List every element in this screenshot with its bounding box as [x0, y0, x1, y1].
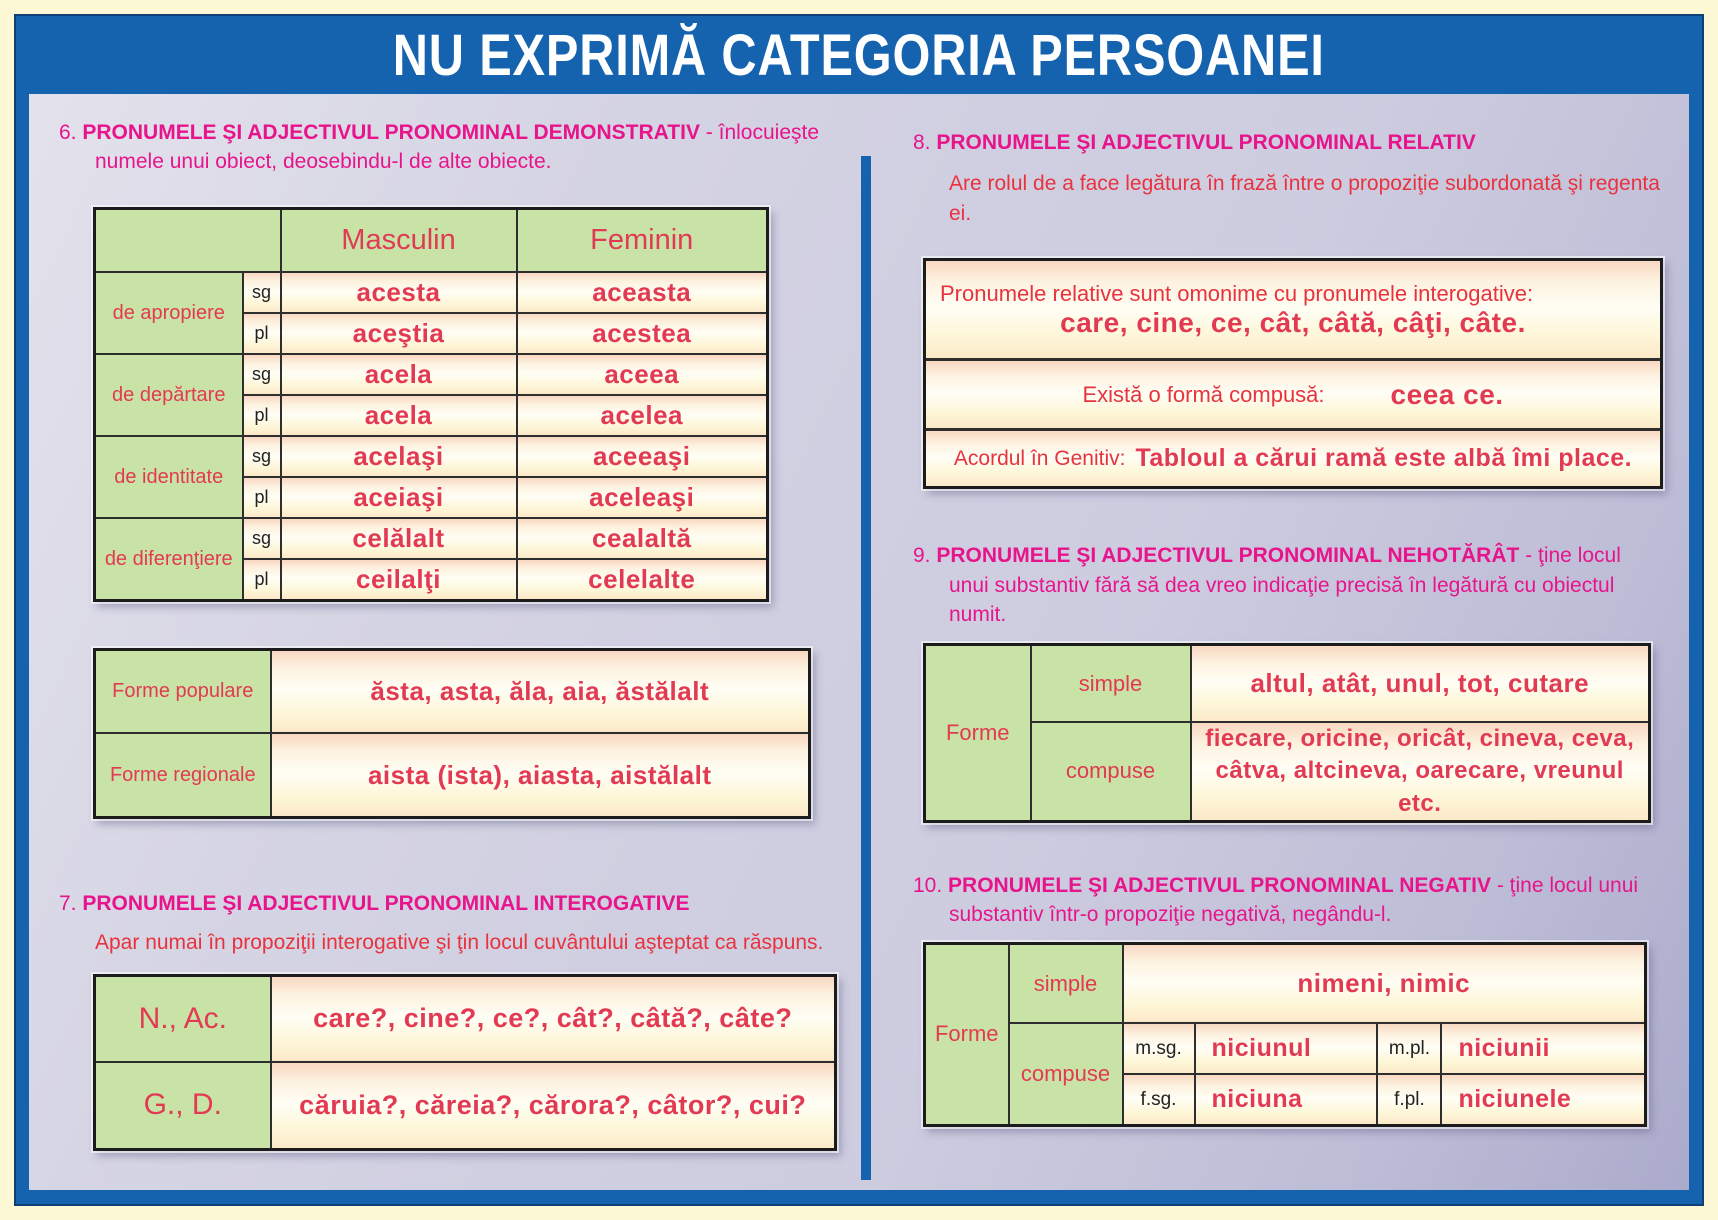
- pronoun-value: acesta: [281, 272, 517, 313]
- case-label-nominative-accusative: N., Ac.: [95, 975, 271, 1062]
- table-row: [95, 518, 768, 559]
- table-row: [925, 645, 1650, 722]
- section10-number: 10.: [913, 874, 943, 898]
- forms-label: Forme: [925, 645, 1031, 822]
- section9-description: - ţine locul unui substantiv fără să dea vreo indicaţie precisă în legătură cu obiectul numit.: [949, 544, 1621, 626]
- relative-compound-label: Există o formă compusă:: [1082, 381, 1325, 407]
- pronoun-value: acela: [281, 354, 517, 395]
- number-label: pl: [243, 313, 281, 354]
- section6-description: - înlocuieşte numele unui obiect, deosebindu-l de alte obiecte.: [95, 121, 820, 174]
- table-row: [95, 272, 768, 313]
- section8-title: PRONUMELE ŞI ADJECTIVUL PRONOMINAL RELATIV: [936, 131, 1476, 154]
- poster-title: NU EXPRIMĂ CATEGORIA PERSOANEI: [392, 22, 1326, 88]
- row-label-diferentiere: de diferenţiere: [95, 518, 243, 600]
- table-row: [925, 943, 1646, 1023]
- pronoun-value: cealaltă: [517, 518, 768, 559]
- gender-tag-fpl: f.pl.: [1377, 1074, 1441, 1125]
- section10-description: - ţine locul unui substantiv într-o propoziţie negativă, negându-l.: [949, 874, 1639, 927]
- relative-compound-value: ceea ce.: [1390, 378, 1504, 410]
- number-label: sg: [243, 518, 281, 559]
- table-row: [925, 722, 1650, 822]
- section8-description: Are rolul de a face legătura în frază între o propoziţie subordonată şi regenta ei.: [949, 172, 1660, 225]
- pronoun-value: aceea: [517, 354, 768, 395]
- compound-label: compuse: [1031, 722, 1191, 822]
- pronoun-list-value: care?, cine?, ce?, cât?, câtă?, câte?: [271, 975, 836, 1062]
- gender-tag-fsg: f.sg.: [1123, 1074, 1195, 1125]
- row-label-identitate: de identitate: [95, 436, 243, 518]
- relative-homonyms-label: Pronumele relative sunt omonime cu pronumele interogative:: [940, 280, 1534, 306]
- demonstrative-table: [93, 207, 769, 602]
- pronoun-value: ceilalţi: [281, 559, 517, 600]
- section7-number: 7.: [59, 891, 77, 915]
- table-row: [95, 1062, 836, 1149]
- number-label: pl: [243, 395, 281, 436]
- section9-number: 9.: [913, 544, 931, 568]
- table-row: [95, 649, 810, 733]
- table-row: [95, 733, 810, 817]
- forms-label: Forme: [925, 943, 1009, 1125]
- simple-label: simple: [1031, 645, 1191, 722]
- row-label-forme-populare: Forme populare: [95, 649, 271, 733]
- pronoun-value: celelalte: [517, 559, 768, 600]
- gender-tag-msg: m.sg.: [1123, 1023, 1195, 1074]
- blue-frame: [14, 14, 1704, 1206]
- negative-forms-table: [923, 942, 1647, 1127]
- compound-forms-value: fiecare, oricine, oricât, cineva, ceva, câtva, altcineva, oarecare, vreunul etc.: [1191, 722, 1650, 822]
- relative-row-compound: [926, 358, 1660, 428]
- number-label: pl: [243, 559, 281, 600]
- section6-title: PRONUMELE ŞI ADJECTIVUL PRONOMINAL DEMONSTRATIV: [82, 121, 700, 144]
- section9-title: PRONUMELE ŞI ADJECTIVUL PRONOMINAL NEHOTĂRÂT: [936, 544, 1520, 568]
- left-column: [29, 94, 861, 1190]
- number-label: sg: [243, 272, 281, 313]
- relative-row-genitive: [926, 428, 1660, 486]
- section8-number: 8.: [913, 131, 931, 154]
- pronoun-value: aceleaşi: [517, 477, 768, 518]
- section9-heading: [913, 541, 1663, 629]
- negative-pronoun-value: niciunul: [1195, 1023, 1378, 1074]
- column-header-masculin: Masculin: [281, 208, 517, 272]
- number-label: sg: [243, 436, 281, 477]
- relative-homonyms-value: care, cine, ce, cât, câtă, câţi, câte.: [1060, 306, 1526, 338]
- negative-pronoun-value: niciunii: [1441, 1023, 1645, 1074]
- title-banner: [29, 16, 1689, 94]
- forms-value: aista (ista), aiasta, aistălalt: [271, 733, 810, 817]
- simple-forms-value: altul, atât, unul, tot, cutare: [1191, 645, 1650, 722]
- table-row: [95, 436, 768, 477]
- interrogative-table: [93, 974, 837, 1151]
- section7-heading: [59, 889, 861, 918]
- section8-heading: [913, 128, 1663, 157]
- row-label-forme-regionale: Forme regionale: [95, 733, 271, 817]
- relative-pronouns-box: [923, 258, 1663, 489]
- section10-heading: [913, 871, 1663, 930]
- pronoun-value: acestea: [517, 313, 768, 354]
- indefinite-forms-table: [923, 643, 1651, 823]
- relative-genitive-value: Tabloul a cărui ramă este albă îmi place.: [1135, 444, 1633, 473]
- column-header-feminin: Feminin: [517, 208, 768, 272]
- table-row: [95, 975, 836, 1062]
- section10-title: PRONUMELE ŞI ADJECTIVUL PRONOMINAL NEGATIV: [948, 874, 1491, 898]
- number-label: sg: [243, 354, 281, 395]
- pronoun-value: aceasta: [517, 272, 768, 313]
- empty-corner-cell: [95, 208, 281, 272]
- table-row: [925, 1023, 1646, 1074]
- section7-title: PRONUMELE ŞI ADJECTIVUL PRONOMINAL INTEROGATIVE: [82, 891, 690, 915]
- row-label-apropiere: de apropiere: [95, 272, 243, 354]
- table-header-row: [95, 208, 768, 272]
- pronoun-value: aceştia: [281, 313, 517, 354]
- pronoun-value: celălalt: [281, 518, 517, 559]
- number-label: pl: [243, 477, 281, 518]
- forms-value: ăsta, asta, ăla, aia, ăstălalt: [271, 649, 810, 733]
- pronoun-value: acela: [281, 395, 517, 436]
- popular-regional-table: [93, 648, 811, 819]
- case-label-genitive-dative: G., D.: [95, 1062, 271, 1149]
- gender-tag-mpl: m.pl.: [1377, 1023, 1441, 1074]
- pronoun-value: acelaşi: [281, 436, 517, 477]
- negative-pronoun-value: niciunele: [1441, 1074, 1645, 1125]
- compound-label: compuse: [1009, 1023, 1123, 1125]
- content-area: [29, 94, 1689, 1190]
- pronoun-value: aceeaşi: [517, 436, 768, 477]
- section7-description: Apar numai în propoziţii interogative şi ţin locul cuvântului aşteptat ca răspuns.: [95, 931, 824, 955]
- relative-genitive-label: Acordul în Genitiv:: [953, 446, 1126, 470]
- pronoun-list-value: căruia?, căreia?, cărora?, câtor?, cui?: [271, 1062, 836, 1149]
- relative-row-homonyms: [926, 261, 1660, 358]
- simple-forms-value: nimeni, nimic: [1123, 943, 1646, 1023]
- row-label-departare: de depărtare: [95, 354, 243, 436]
- section6-heading: [59, 118, 861, 177]
- right-column: [871, 94, 1689, 1190]
- negative-pronoun-value: niciuna: [1195, 1074, 1378, 1125]
- simple-label: simple: [1009, 943, 1123, 1023]
- vertical-divider: [861, 156, 871, 1180]
- pronoun-value: aceiaşi: [281, 477, 517, 518]
- pronoun-value: acelea: [517, 395, 768, 436]
- section6-number: 6.: [59, 121, 77, 144]
- table-row: [95, 354, 768, 395]
